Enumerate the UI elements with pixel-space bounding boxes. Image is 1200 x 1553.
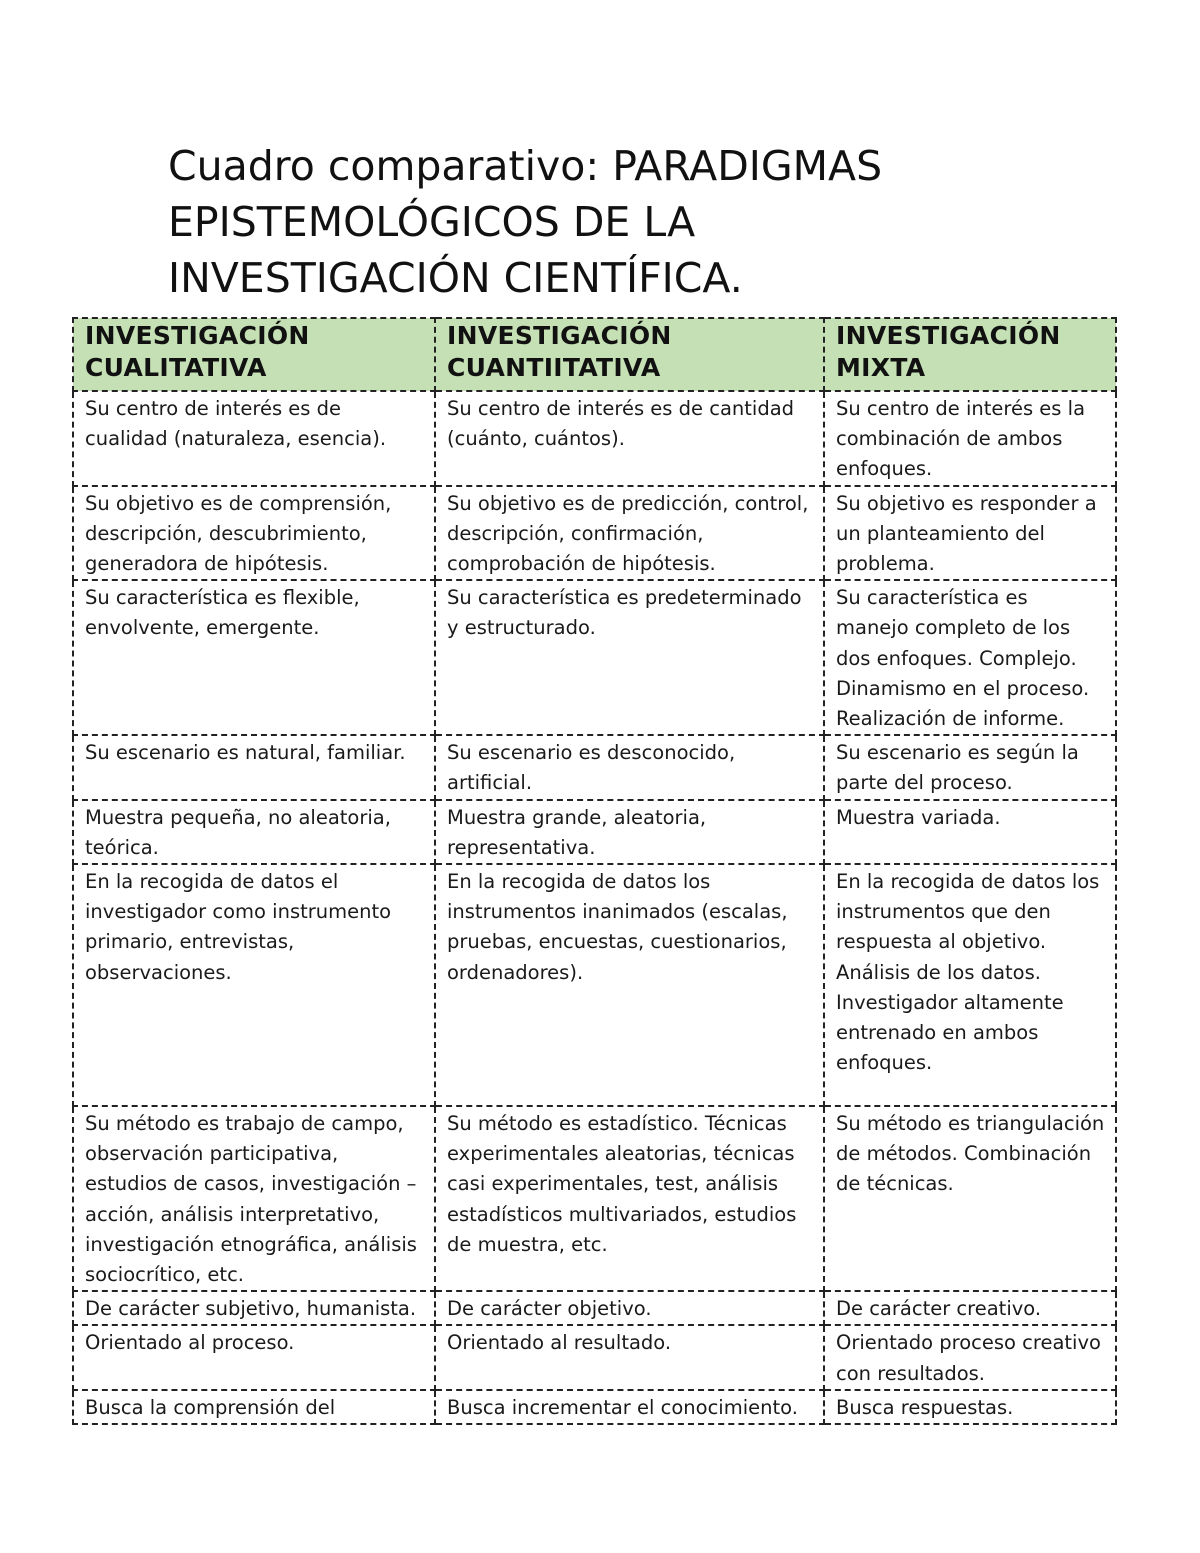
header-line: CUALITATIVA [85, 353, 267, 382]
table-row [73, 580, 1116, 735]
table-cell: Muestra grande, aleatoria, representativa. [435, 800, 824, 864]
table-row [73, 864, 1116, 1106]
header-mixta [824, 318, 1116, 391]
header-line: INVESTIGACIÓN [85, 321, 310, 350]
table-cell: Su escenario es natural, familiar. [73, 735, 435, 799]
table-cell: Su método es trabajo de campo, observación participativa, estudios de casos, investigación – acción, análisis interpretativo, investigación etnográfica, análisis sociocrítico, etc. [73, 1106, 435, 1291]
table-cell: En la recogida de datos el investigador como instrumento primario, entrevistas, observaciones. [73, 864, 435, 1106]
header-line: INVESTIGACIÓN [447, 321, 672, 350]
title-line-3: INVESTIGACIÓN CIENTÍFICA. [168, 254, 743, 302]
table-cell: Orientado proceso creativo con resultados. [824, 1325, 1116, 1389]
table-cell: Su escenario es según la parte del proceso. [824, 735, 1116, 799]
table-cell: Busca respuestas. [824, 1390, 1116, 1424]
header-row [73, 318, 1116, 391]
table-cell: Su escenario es desconocido, artificial. [435, 735, 824, 799]
table-cell: En la recogida de datos los instrumentos inanimados (escalas, pruebas, encuestas, cuestionarios, ordenadores). [435, 864, 824, 1106]
table-row [73, 800, 1116, 864]
table-cell: Orientado al proceso. [73, 1325, 435, 1389]
table-cell: Su característica es flexible, envolvente, emergente. [73, 580, 435, 735]
table-row [73, 1325, 1116, 1389]
table-cell: Su centro de interés es de cantidad (cuánto, cuántos). [435, 391, 824, 486]
table-row [73, 1390, 1116, 1424]
table-row [73, 391, 1116, 486]
table-cell: En la recogida de datos los instrumentos que den respuesta al objetivo. Análisis de los datos. Investigador altamente entrenado en ambos enfoques. [824, 864, 1116, 1106]
table-cell: De carácter objetivo. [435, 1291, 824, 1325]
title-line-2: EPISTEMOLÓGICOS DE LA [168, 198, 696, 246]
table-cell: Muestra pequeña, no aleatoria, teórica. [73, 800, 435, 864]
table-row [73, 1106, 1116, 1291]
title-line-1: Cuadro comparativo: PARADIGMAS [168, 142, 883, 190]
table-cell: Orientado al resultado. [435, 1325, 824, 1389]
table-cell: Su centro de interés es de cualidad (naturaleza, esencia). [73, 391, 435, 486]
table-cell: Su objetivo es responder a un planteamiento del problema. [824, 486, 1116, 581]
table-cell: De carácter creativo. [824, 1291, 1116, 1325]
header-line: INVESTIGACIÓN [836, 321, 1061, 350]
table-cell: De carácter subjetivo, humanista. [73, 1291, 435, 1325]
table-cell: Muestra variada. [824, 800, 1116, 864]
table-row [73, 1291, 1116, 1325]
table-cell: Su método es estadístico. Técnicas experimentales aleatorias, técnicas casi experimentales, test, análisis estadísticos multivariados, estudios de muestra, etc. [435, 1106, 824, 1291]
table-row [73, 486, 1116, 581]
table-cell: Busca la comprensión del [73, 1390, 435, 1424]
page-title [168, 138, 1068, 306]
header-line: CUANTIITATIVA [447, 353, 661, 382]
table-row [73, 735, 1116, 799]
table-cell: Su método es triangulación de métodos. Combinación de técnicas. [824, 1106, 1116, 1291]
table-cell: Su centro de interés es la combinación de ambos enfoques. [824, 391, 1116, 486]
comparison-table [72, 317, 1117, 1425]
header-cualitativa [73, 318, 435, 391]
table-cell: Su objetivo es de predicción, control, descripción, confirmación, comprobación de hipótesis. [435, 486, 824, 581]
table-cell: Busca incrementar el conocimiento. [435, 1390, 824, 1424]
table-cell: Su característica es manejo completo de los dos enfoques. Complejo. Dinamismo en el proceso. Realización de informe. [824, 580, 1116, 735]
header-cuantitativa [435, 318, 824, 391]
header-line: MIXTA [836, 353, 926, 382]
table-cell: Su objetivo es de comprensión, descripción, descubrimiento, generadora de hipótesis. [73, 486, 435, 581]
table-cell: Su característica es predeterminado y estructurado. [435, 580, 824, 735]
